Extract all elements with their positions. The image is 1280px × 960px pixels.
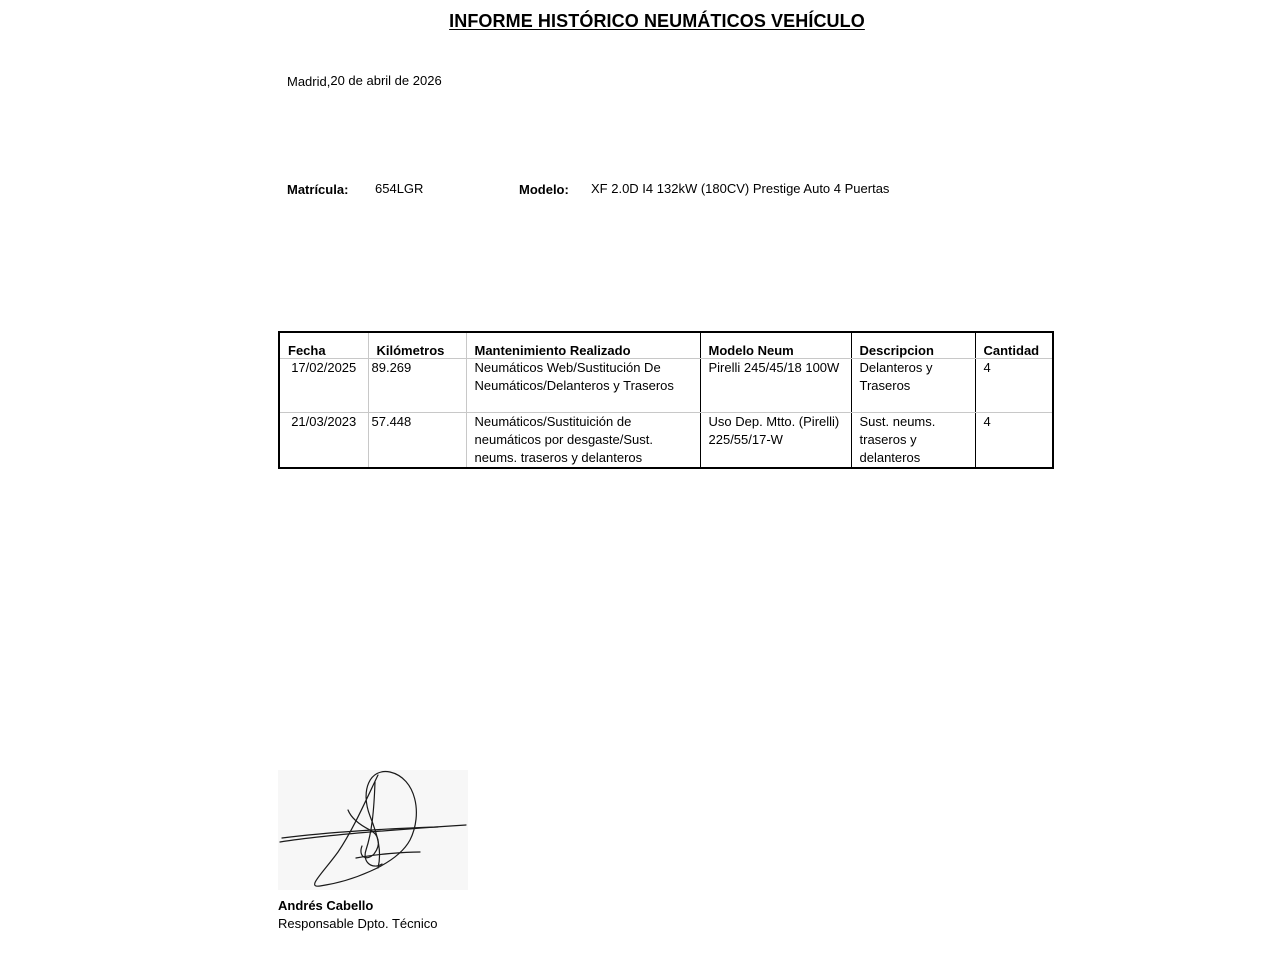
signature-image — [278, 770, 468, 890]
col-header-mantenimiento: Mantenimiento Realizado — [466, 332, 700, 359]
table-row — [279, 413, 1053, 469]
col-header-cantidad: Cantidad — [975, 332, 1053, 359]
cell-km: 89.269 — [368, 359, 466, 413]
table-header-row — [279, 332, 1053, 359]
cell-descripcion: Delanteros y Traseros — [851, 359, 975, 413]
cell-cantidad: 4 — [975, 359, 1053, 413]
plate-value: 654LGR — [375, 181, 424, 196]
cell-fecha: 17/02/2025 — [279, 359, 368, 413]
col-header-kilometros: Kilómetros — [368, 332, 466, 359]
report-date-line — [287, 73, 442, 88]
cell-mantenimiento: Neumáticos/Sustituición de neumáticos por desgaste/Sust. neums. traseros y delanteros — [466, 413, 700, 469]
cell-cantidad: 4 — [983, 414, 991, 429]
cell-descripcion: Sust. neums. traseros y delanteros — [851, 413, 975, 469]
model-label: Modelo: — [519, 182, 569, 197]
cell-modelo: Uso Dep. Mtto. (Pirelli) 225/55/17-W — [700, 413, 851, 469]
col-header-modelo-neum: Modelo Neum — [700, 332, 851, 359]
signer-role: Responsable Dpto. Técnico — [278, 916, 438, 931]
cell-fecha: 21/03/2023 — [279, 413, 368, 469]
plate-label: Matrícula: — [287, 182, 349, 197]
cell-modelo: Pirelli 245/45/18 100W — [700, 359, 851, 413]
signer-name: Andrés Cabello — [278, 898, 374, 913]
col-header-fecha: Fecha — [279, 332, 368, 359]
model-value: XF 2.0D I4 132kW (180CV) Prestige Auto 4 Puertas — [591, 181, 890, 196]
report-title: INFORME HISTÓRICO NEUMÁTICOS VEHÍCULO — [449, 11, 865, 31]
report-date: 20 de abril de 2026 — [330, 73, 442, 88]
cell-km: 57.448 — [368, 413, 466, 469]
col-header-descripcion: Descripcion — [851, 332, 975, 359]
cell-mantenimiento: Neumáticos Web/Sustitución De Neumáticos/Delanteros y Traseros — [466, 359, 700, 413]
tire-history-table — [278, 331, 1054, 469]
table-row — [279, 359, 1053, 413]
report-city: Madrid, — [287, 74, 331, 89]
